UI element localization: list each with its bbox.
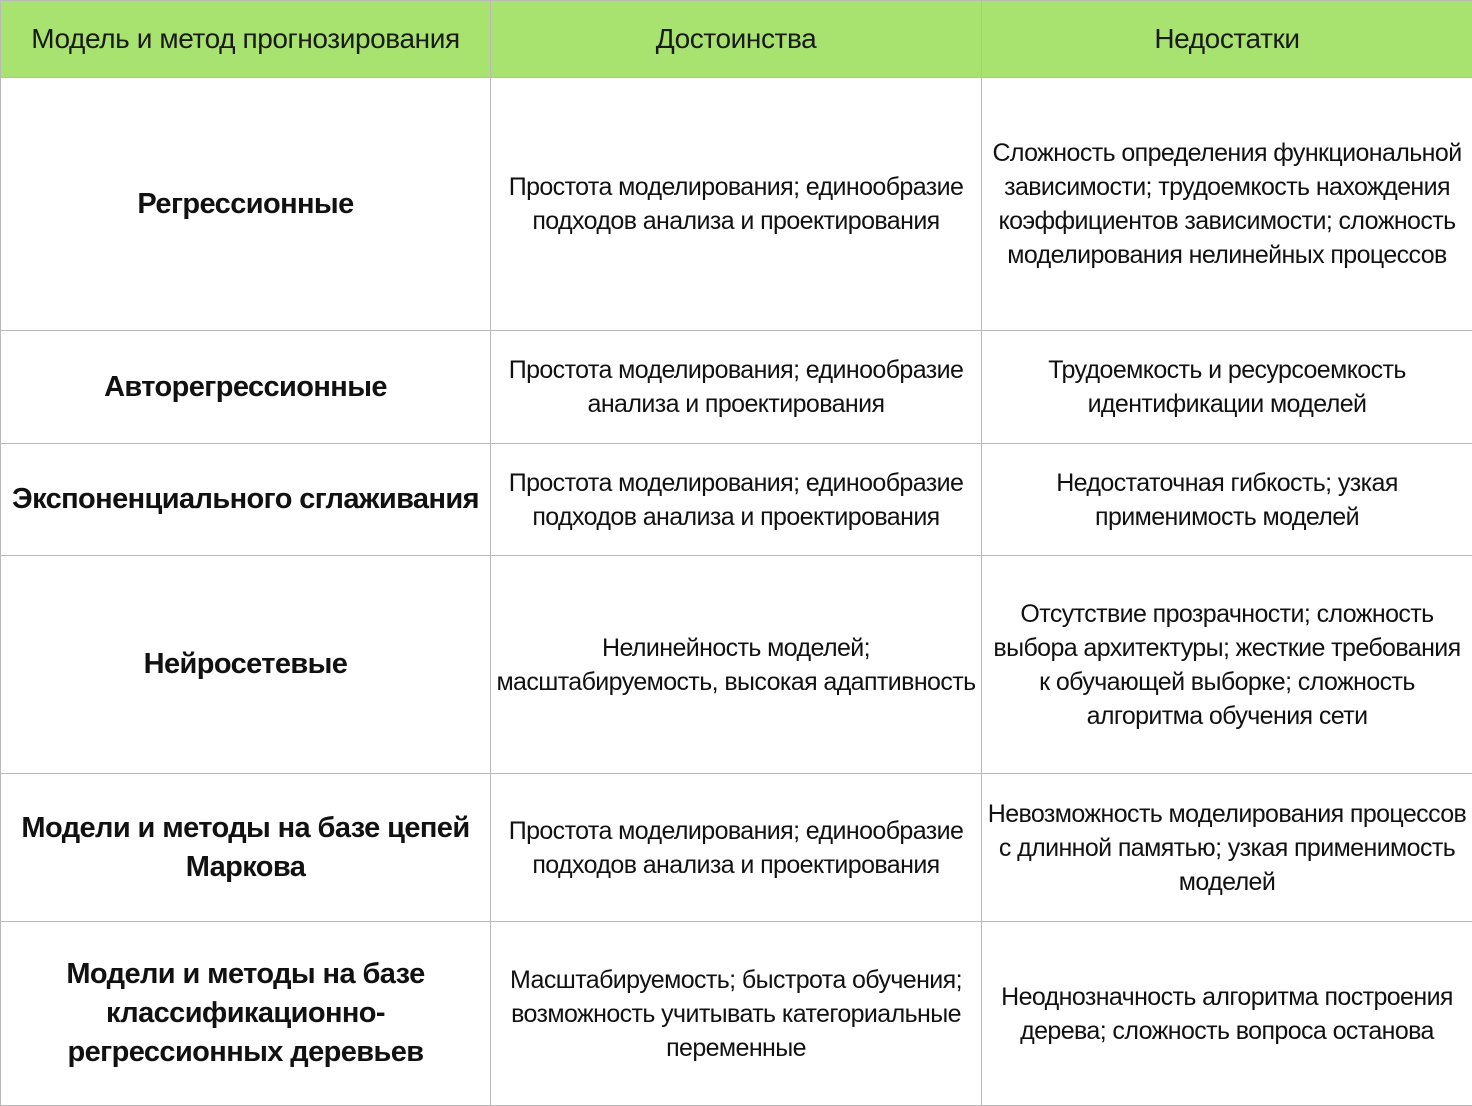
advantages-cell: Простота моделирования; единообразие подходов анализа и проектирования: [491, 774, 982, 922]
header-row: [1, 1, 1472, 78]
advantages-cell: Масштабируемость; быстрота обучения; возможность учитывать категориальные переменные: [491, 922, 982, 1106]
table-row: [1, 444, 1472, 556]
model-cell: Модели и методы на базе цепей Маркова: [1, 774, 491, 922]
header-advantages: Достоинства: [491, 1, 982, 78]
header-disadvantages: Недостатки: [982, 1, 1472, 78]
disadvantages-cell: Неоднозначность алгоритма построения дерева; сложность вопроса останова: [982, 922, 1472, 1106]
model-cell: Модели и методы на базе классификационно-регрессионных деревьев: [1, 922, 491, 1106]
model-cell: Нейросетевые: [1, 556, 491, 774]
advantages-cell: Простота моделирования; единообразие подходов анализа и проектирования: [491, 444, 982, 556]
header-model: Модель и метод прогнозирования: [1, 1, 491, 78]
table-row: [1, 331, 1472, 444]
disadvantages-cell: Трудоемкость и ресурсоемкость идентификации моделей: [982, 331, 1472, 444]
model-cell: Экспоненциального сглаживания: [1, 444, 491, 556]
model-cell: Авторегрессионные: [1, 331, 491, 444]
advantages-cell: Нелинейность моделей; масштабируемость, высокая адаптивность: [491, 556, 982, 774]
advantages-cell: Простота моделирования; единообразие подходов анализа и проектирования: [491, 78, 982, 331]
table-row: [1, 556, 1472, 774]
advantages-cell: Простота моделирования; единообразие анализа и проектирования: [491, 331, 982, 444]
disadvantages-cell: Недостаточная гибкость; узкая применимость моделей: [982, 444, 1472, 556]
table-row: [1, 78, 1472, 331]
table-row: [1, 922, 1472, 1106]
disadvantages-cell: Сложность определения функциональной зависимости; трудоемкость нахождения коэффициентов зависимости; сложность моделирования нелинейных процессов: [982, 78, 1472, 331]
disadvantages-cell: Невозможность моделирования процессов с длинной памятью; узкая применимость моделей: [982, 774, 1472, 922]
table-row: [1, 774, 1472, 922]
disadvantages-cell: Отсутствие прозрачности; сложность выбора архитектуры; жесткие требования к обучающей выборке; сложность алгоритма обучения сети: [982, 556, 1472, 774]
model-cell: Регрессионные: [1, 78, 491, 331]
